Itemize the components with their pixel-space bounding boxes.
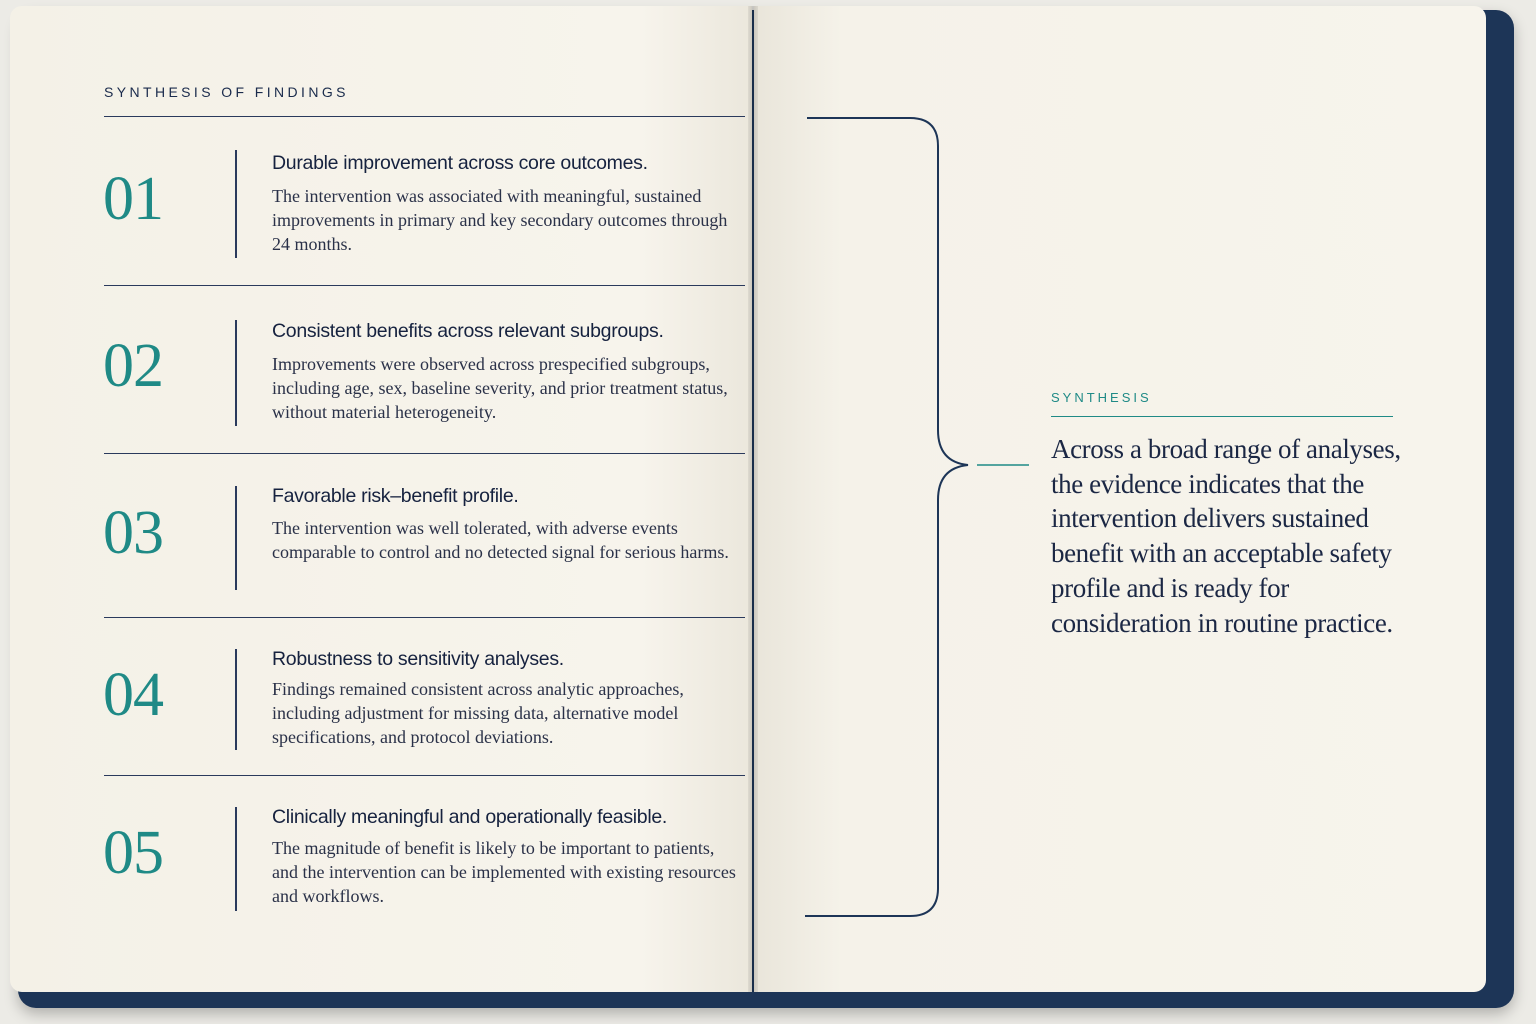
finding-title: Durable improvement across core outcomes. — [272, 152, 648, 174]
finding-title: Robustness to sensitivity analyses. — [272, 648, 564, 670]
divider — [104, 116, 745, 117]
finding-number: 03 — [103, 499, 163, 567]
divider — [104, 453, 745, 454]
finding-accent-bar — [235, 807, 237, 911]
finding-body: The intervention was associated with meaningful, sustained improvements in primary and key secondary outcomes through 24 months. — [272, 186, 728, 254]
finding-number: 05 — [103, 819, 163, 887]
finding-number: 01 — [103, 165, 163, 233]
finding-number: 02 — [103, 332, 163, 400]
finding-body: The magnitude of benefit is likely to be important to patients, and the intervention can be implemented with existing resources and workflows. — [272, 838, 736, 906]
book-spine — [748, 6, 758, 992]
finding-accent-bar — [235, 649, 237, 750]
synthesis-label: SYNTHESIS — [1051, 390, 1152, 405]
finding-number: 04 — [103, 661, 163, 729]
finding-body: The intervention was well tolerated, with adverse events comparable to control and no detected signal for serious harms. — [272, 518, 729, 562]
divider — [104, 775, 745, 776]
divider — [104, 617, 745, 618]
finding-title: Consistent benefits across relevant subgroups. — [272, 320, 664, 342]
finding-accent-bar — [235, 150, 237, 258]
finding-title: Clinically meaningful and operationally feasible. — [272, 806, 668, 828]
finding-body: Findings remained consistent across analytic approaches, including adjustment for missing data, alternative model specifications, and protocol deviations. — [272, 679, 684, 747]
synthesis-divider — [1051, 416, 1393, 417]
synthesis-statement: Across a broad range of analyses, the evidence indicates that the intervention delivers sustained benefit with an acceptable safety profile and is ready for consideration in routine practice. — [1051, 434, 1401, 638]
finding-body: Improvements were observed across prespecified subgroups, including age, sex, baseline severity, and prior treatment status, without material heterogeneity. — [272, 354, 728, 422]
finding-accent-bar — [235, 320, 237, 426]
divider — [104, 285, 745, 286]
curly-brace-icon — [800, 110, 1040, 930]
finding-title: Favorable risk–benefit profile. — [272, 485, 519, 507]
finding-accent-bar — [235, 486, 237, 590]
section-heading: SYNTHESIS OF FINDINGS — [104, 84, 349, 100]
